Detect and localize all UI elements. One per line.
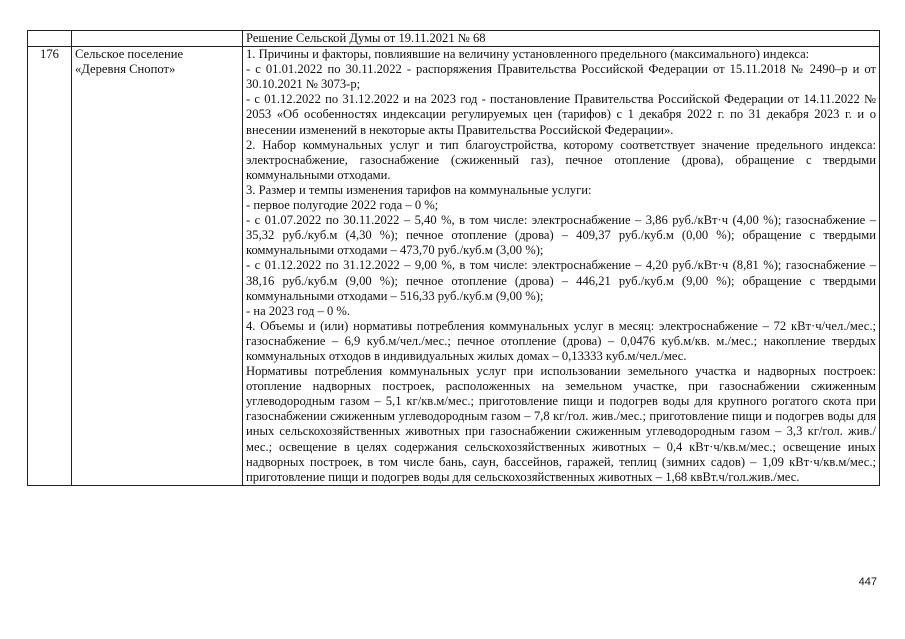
tariff-item-jul-nov-2022: - с 01.07.2022 по 30.11.2022 – 5,40 %, в том числе: электроснабжение – 3,86 руб./кВт·ч (4,00 %); газоснабжение – 35,32 руб./куб.м (4,30 %); печное отопление (дрова) – 409,37 руб./куб.м (0,00 %); обращение с твердыми коммунальными отходами – 473,70 руб./куб.м (3,00 %); — [246, 213, 876, 258]
tariff-table — [27, 30, 880, 486]
tariff-item-2023: - на 2023 год – 0 %. — [246, 303, 351, 318]
table-row — [28, 47, 880, 486]
settlement-name-line2: «Деревня Снопот» — [75, 62, 176, 77]
paragraph-4-consumption-norms: 4. Объемы и (или) нормативы потребления коммунальных услуг в месяц: электроснабжение – 72 кВт·ч/чел./мес.; газоснабжение – 6,9 куб.м/чел./мес.; печное отопление (дрова) – 0,0476 куб.м/кв. м./мес.; накопление твердых коммунальных отходов в индивидуальных жилых домах – 0,13333 куб.м/чел./мес. — [246, 318, 876, 363]
settlement-name-line1: Сельское поселение — [75, 47, 184, 62]
paragraph-1-reasons-heading: 1. Причины и факторы, повлиявшие на величину установленного предельного (максимального) индекса: — [246, 47, 810, 62]
header-empty-cell-number — [28, 31, 72, 47]
header-empty-cell-settlement — [72, 31, 243, 47]
tariff-item-dec-2022: - с 01.12.2022 по 31.12.2022 – 9,00 %, в том числе: электроснабжение – 4,20 руб./кВт·ч (8,81 %); газоснабжение – 38,16 руб./куб.м (9,00 %); печное отопление (дрова) – 446,21 руб./куб.м (9,00 %); обращение с твердыми коммунальными отходами – 516,33 руб./куб.м (9,00 %); — [246, 258, 876, 303]
page-number: 447 — [858, 576, 877, 588]
paragraph-land-plot-norms: Нормативы потребления коммунальных услуг при использовании земельного участка и надворных построек: отопление надворных построек, расположенных на земельном участке, при газоснабжении сжиженным углеводородным газом – 5,1 кг/кв.м/мес.; приготовление пищи и подогрев воды для крупного рогатого скота при газоснабжении сжиженным углеводородным газом – 7,8 кг/гол. жив./мес.; приготовление пищи и подогрев воды для иных сельскохозяйственных животных при газоснабжении сжиженным углеводородным газом – 3,3 кг/гол. жив./мес.; освещение в целях содержания сельскохозяйственных животных – 0,4 кВт·ч/кв.м/мес.; освещение иных надворных построек, в том числе бань, саун, бассейнов, гаражей, теплиц (зимних садов) – 1,09 кВт·ч/кв.м/мес.; приготовление пищи и подогрев воды для сельскохозяйственных животных – 1,68 квВт.ч/гол.жив./мес. — [246, 364, 876, 484]
paragraph-reasons-item-2: - с 01.12.2022 по 31.12.2022 и на 2023 год - постановление Правительства Российской Федерации от 14.11.2022 № 2053 «Об особенностях индексации регулируемых цен (тарифов) с 1 декабря 2022 г. по 31 декабря 2023 г. и о внесении изменений в некоторые акты Правительства Российской Федерации». — [246, 92, 876, 137]
tariff-item-first-half-2022: - первое полугодие 2022 года – 0 %; — [246, 198, 439, 213]
paragraph-reasons-item-1: - с 01.01.2022 по 30.11.2022 - распоряжения Правительства Российской Федерации от 15.11.2018 № 2490–р и от 30.10.2021 № 3073-р; — [246, 62, 876, 92]
row-number-cell: 176 — [28, 47, 72, 486]
paragraph-3-tariff-heading: 3. Размер и темпы изменения тарифов на коммунальные услуги: — [246, 182, 592, 197]
paragraph-2-services-set: 2. Набор коммунальных услуг и тип благоустройства, которому соответствует значение предельного индекса: электроснабжение, газоснабжение (сжиженный газ), печное отопление (дрова), обращение с твердыми коммунальными отходами. — [246, 137, 876, 182]
table-header-row — [28, 31, 880, 47]
details-cell — [243, 47, 880, 486]
header-decision-cell: Решение Сельской Думы от 19.11.2021 № 68 — [243, 31, 880, 47]
settlement-cell — [72, 47, 243, 486]
